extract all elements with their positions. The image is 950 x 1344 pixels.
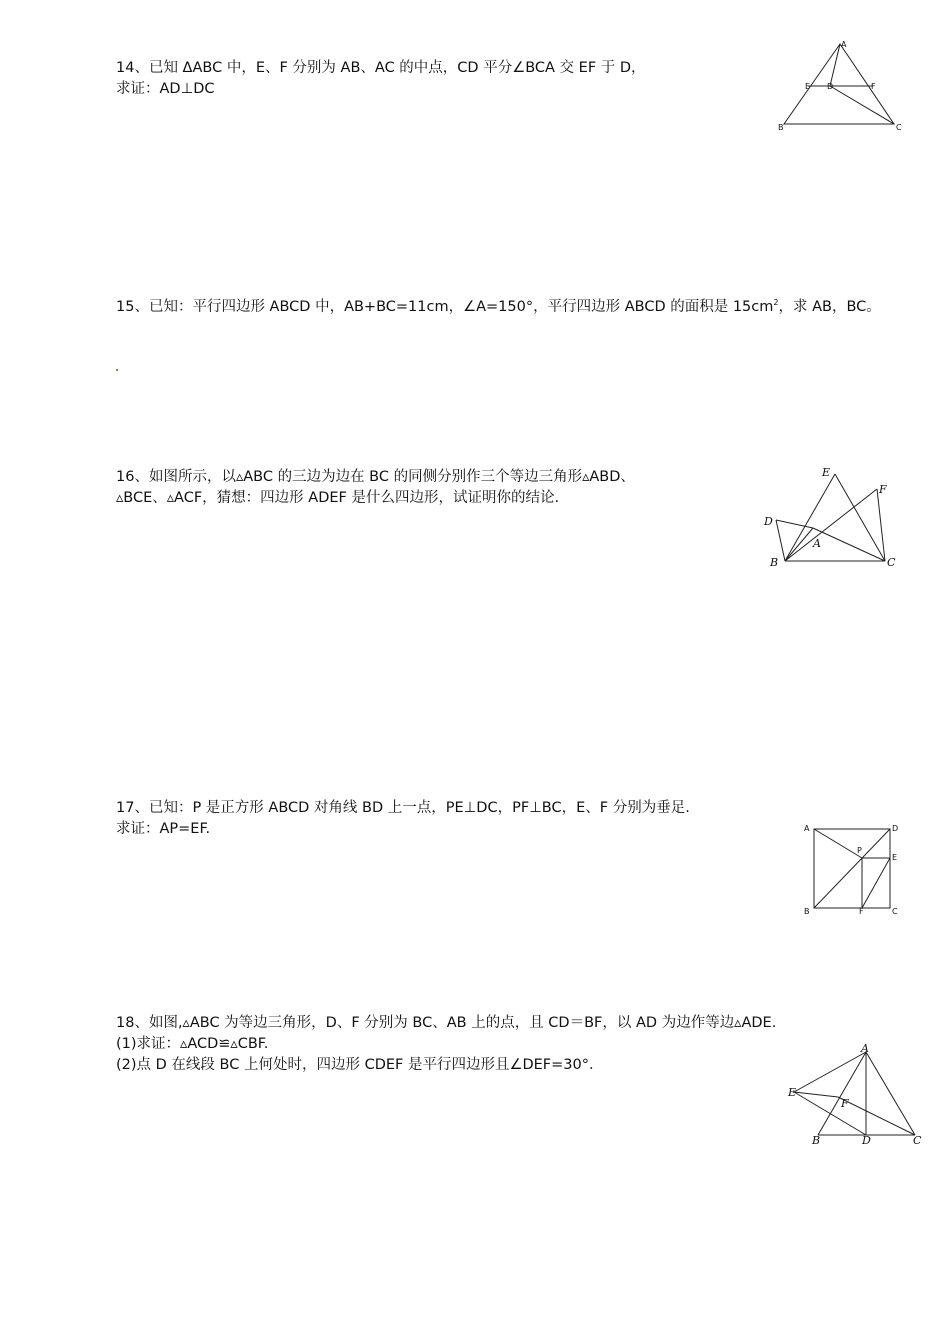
figure-14 (770, 38, 910, 138)
problem-15-text-before: 15、已知：平行四边形 ABCD 中，AB+BC=11cm，∠A=150°，平行四边形 ABCD 的面积是 15cm (116, 298, 774, 315)
problem-18-line-3: (2)点 D 在线段 BC 上何处时，四边形 CDEF 是平行四边形且∠DEF=30°． (116, 1057, 604, 1073)
fig14-label-B: B (778, 123, 784, 132)
fig14-label-A: A (841, 40, 847, 49)
fig17-label-P: P (857, 846, 862, 855)
fig18-label-E: E (788, 1086, 797, 1099)
fig14-label-F: F (871, 82, 876, 91)
fig18-label-B: B (812, 1134, 821, 1147)
problem-14-line-2: 求证：AD⊥DC (116, 81, 215, 97)
fig16-label-D: D (764, 515, 773, 528)
fig18-label-D: D (862, 1134, 871, 1147)
fig18-label-C: C (913, 1134, 922, 1147)
fig16-label-A: A (813, 537, 821, 550)
problem-18-line-2: (1)求证：▵ACD≌▵CBF. (116, 1036, 269, 1052)
fig14-label-D: D (827, 82, 834, 91)
figure-17 (800, 820, 910, 920)
fig18-label-F: F (841, 1097, 849, 1110)
fig17-label-F: F (859, 907, 864, 916)
fig17-label-D: D (892, 824, 899, 833)
problem-16-line-2: ▵BCE、▵ACF，猜想：四边形 ADEF 是什么四边形，试证明你的结论. (116, 490, 560, 506)
stray-mark (116, 369, 118, 371)
fig16-label-E: E (822, 466, 831, 479)
problem-16-line-1: 16、如图所示，以▵ABC 的三边为边在 BC 的同侧分别作三个等边三角形▵ABD、 (116, 469, 635, 485)
fig17-label-E: E (892, 853, 898, 862)
fig18-label-A: A (861, 1042, 869, 1055)
problem-15-superscript: 2 (773, 298, 779, 307)
problem-14-line-1: 14、已知 ΔABC 中，E、F 分别为 AB、AC 的中点，CD 平分∠BCA 交 EF 于 D， (116, 60, 646, 76)
fig17-label-C: C (892, 907, 898, 916)
fig17-label-A: A (804, 824, 810, 833)
fig16-label-B: B (770, 556, 779, 569)
fig16-label-F: F (879, 483, 887, 496)
figure-16 (760, 462, 910, 572)
problem-15-text-after: ，求 AB，BC。 (778, 298, 881, 315)
figure-18 (780, 1040, 930, 1150)
fig16-label-C: C (887, 556, 896, 569)
problem-17-line-2: 求证：AP=EF. (116, 821, 211, 837)
problem-17-line-1: 17、已知：P 是正方形 ABCD 对角线 BD 上一点，PE⊥DC，PF⊥BC，E、F 分别为垂足. (116, 800, 690, 816)
fig14-label-C: C (896, 123, 902, 132)
fig14-label-E: E (805, 82, 811, 91)
problem-15-text (116, 293, 881, 317)
problem-18-line-1: 18、如图,▵ABC 为等边三角形，D、F 分别为 BC、AB 上的点，且 CD＝BF，以 AD 为边作等边▵ADE. (116, 1015, 777, 1031)
fig17-label-B: B (804, 907, 810, 916)
